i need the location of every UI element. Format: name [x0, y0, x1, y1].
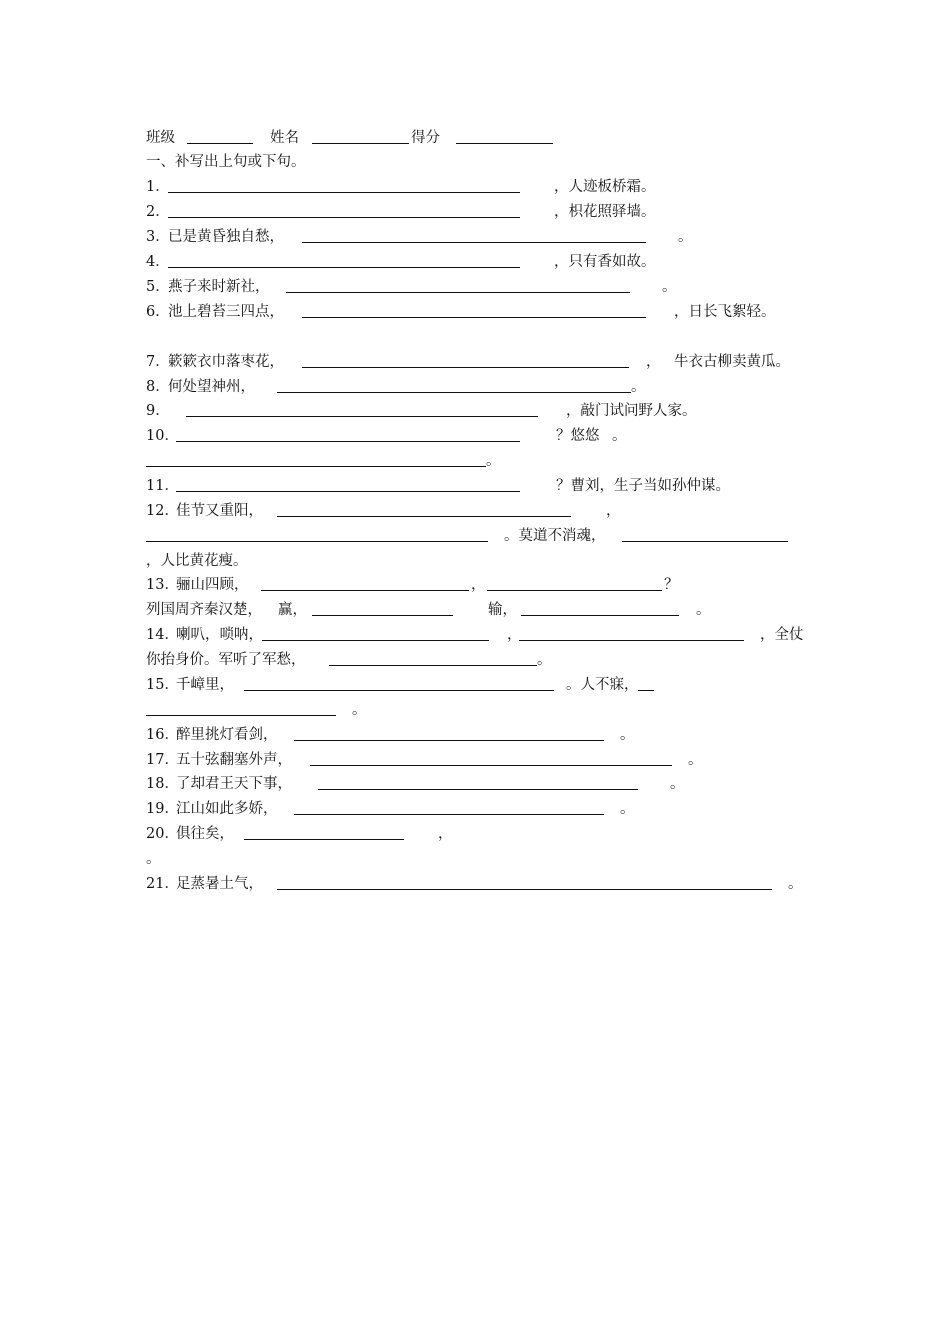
answer-blank[interactable] [244, 690, 554, 691]
section-title-text: 一、补写出上句或下句。 [146, 154, 306, 170]
question-text-3: 赢， [278, 602, 307, 618]
answer-blank[interactable] [261, 590, 469, 591]
answer-blank[interactable] [176, 491, 520, 492]
question-text: 了却君王天下事， [176, 776, 292, 792]
answer-blank[interactable] [168, 267, 520, 268]
class-blank[interactable] [187, 143, 253, 144]
answer-blank-2[interactable] [519, 640, 744, 641]
question-punct-2: ？ [664, 577, 679, 593]
answer-blank-2[interactable] [146, 541, 488, 542]
question-number: 10． [146, 428, 179, 444]
question-punct: 。 [352, 702, 367, 718]
question-text-2: 。莫道不消魂， [504, 528, 606, 544]
question-text-3: 你抬身价。军听了军愁， [146, 652, 306, 668]
question-punct: ， [507, 627, 522, 643]
question-text: 佳节又重阳， [176, 503, 263, 519]
question-punct: 。 [612, 428, 627, 444]
question-text: 江山如此多娇， [176, 801, 278, 817]
answer-blank[interactable] [310, 765, 672, 766]
question-number: 18． [146, 776, 179, 792]
question-number: 4． [146, 254, 170, 270]
class-label: 班级 [146, 130, 175, 146]
question-text: 已是黄昏独自愁， [168, 229, 284, 245]
question-text: ，枳花照驿墙。 [554, 204, 656, 220]
question-text: 池上碧苔三四点， [168, 304, 284, 320]
question-text: 千嶂里， [176, 677, 234, 693]
answer-blank[interactable] [277, 392, 631, 393]
question-text-2: ，日长飞絮轻。 [674, 304, 776, 320]
question-punct: 。 [631, 379, 646, 395]
name-label: 姓名 [270, 130, 299, 146]
question-punct-2: 。 [146, 851, 161, 867]
question-text-2: 。人不寐， [566, 677, 639, 693]
question-text: ，人迹板桥霜。 [554, 179, 656, 195]
question-punct: ， [646, 354, 661, 370]
answer-blank[interactable] [262, 640, 489, 641]
answer-blank[interactable] [176, 441, 520, 442]
answer-blank[interactable] [168, 217, 520, 218]
question-punct-2: 。 [537, 652, 552, 668]
question-text: 醉里挑灯看剑， [176, 727, 278, 743]
question-number: 15． [146, 677, 179, 693]
answer-blank[interactable] [302, 242, 646, 243]
question-number: 9． [146, 403, 170, 419]
question-number: 21． [146, 876, 179, 892]
question-punct: 。 [662, 279, 677, 295]
question-number: 2． [146, 204, 170, 220]
question-number: 5． [146, 279, 170, 295]
question-punct: 。 [670, 776, 685, 792]
score-blank[interactable] [456, 143, 553, 144]
question-number: 19． [146, 801, 179, 817]
question-punct: 。 [678, 229, 693, 245]
question-punct-3: 。 [696, 602, 711, 618]
question-text: ？曹刘，生子当如孙仲谋。 [556, 478, 730, 494]
answer-blank-3[interactable] [622, 541, 788, 542]
answer-blank[interactable] [186, 416, 538, 417]
question-number: 13． [146, 577, 179, 593]
answer-blank[interactable] [318, 789, 638, 790]
question-number: 20． [146, 826, 179, 842]
question-text: 五十弦翻塞外声， [176, 752, 292, 768]
question-punct: 。 [620, 801, 635, 817]
question-punct: 。 [688, 752, 703, 768]
question-number: 1． [146, 179, 170, 195]
question-text: 骊山四顾， [176, 577, 249, 593]
answer-blank[interactable] [277, 889, 772, 890]
question-text: 何处望神州， [168, 379, 255, 395]
question-text-2: 列国周齐秦汉楚， [146, 602, 262, 618]
answer-blank-4[interactable] [521, 615, 679, 616]
question-number: 8． [146, 379, 170, 395]
question-number: 11． [146, 478, 179, 494]
question-punct: ， [606, 503, 621, 519]
answer-blank[interactable] [277, 516, 571, 517]
question-number: 6． [146, 304, 170, 320]
answer-blank-2[interactable] [487, 590, 662, 591]
question-punct: 。 [788, 876, 803, 892]
answer-blank[interactable] [294, 814, 604, 815]
question-text: 足蒸暑土气， [176, 876, 263, 892]
answer-blank-2[interactable] [146, 466, 486, 467]
question-number: 7． [146, 354, 170, 370]
name-blank[interactable] [312, 143, 409, 144]
answer-blank[interactable] [302, 367, 629, 368]
question-punct: ， [438, 826, 453, 842]
question-punct-2: 。 [486, 453, 501, 469]
question-text: ？悠悠 [556, 428, 600, 444]
question-number: 17． [146, 752, 179, 768]
question-text-3: ，人比黄花瘦。 [146, 553, 248, 569]
question-number: 12． [146, 503, 179, 519]
question-text-4: 输， [488, 602, 517, 618]
answer-blank[interactable] [294, 740, 604, 741]
answer-blank-3[interactable] [312, 615, 453, 616]
question-punct: 。 [620, 727, 635, 743]
question-text: 俱往矣， [176, 826, 234, 842]
question-number: 14． [146, 627, 179, 643]
answer-blank[interactable] [302, 317, 646, 318]
answer-blank-2[interactable] [146, 715, 336, 716]
question-text: 簌簌衣巾落枣花， [168, 354, 284, 370]
question-number: 3． [146, 229, 170, 245]
answer-blank[interactable] [168, 192, 520, 193]
answer-blank[interactable] [244, 839, 404, 840]
answer-blank-3[interactable] [329, 665, 537, 666]
question-text: 燕子来时新社， [168, 279, 270, 295]
question-number: 16． [146, 727, 179, 743]
question-text: ，只有香如故。 [554, 254, 656, 270]
question-text: 喇叭，唢呐， [176, 627, 263, 643]
question-text-2: 牛衣古柳卖黄瓜。 [674, 354, 790, 370]
question-text-2: ，全仗 [760, 627, 804, 643]
answer-blank-short[interactable] [638, 690, 654, 691]
question-punct: ， [471, 577, 486, 593]
answer-blank[interactable] [286, 292, 630, 293]
score-label: 得分 [411, 130, 440, 146]
question-text: ，敲门试问野人家。 [566, 403, 697, 419]
